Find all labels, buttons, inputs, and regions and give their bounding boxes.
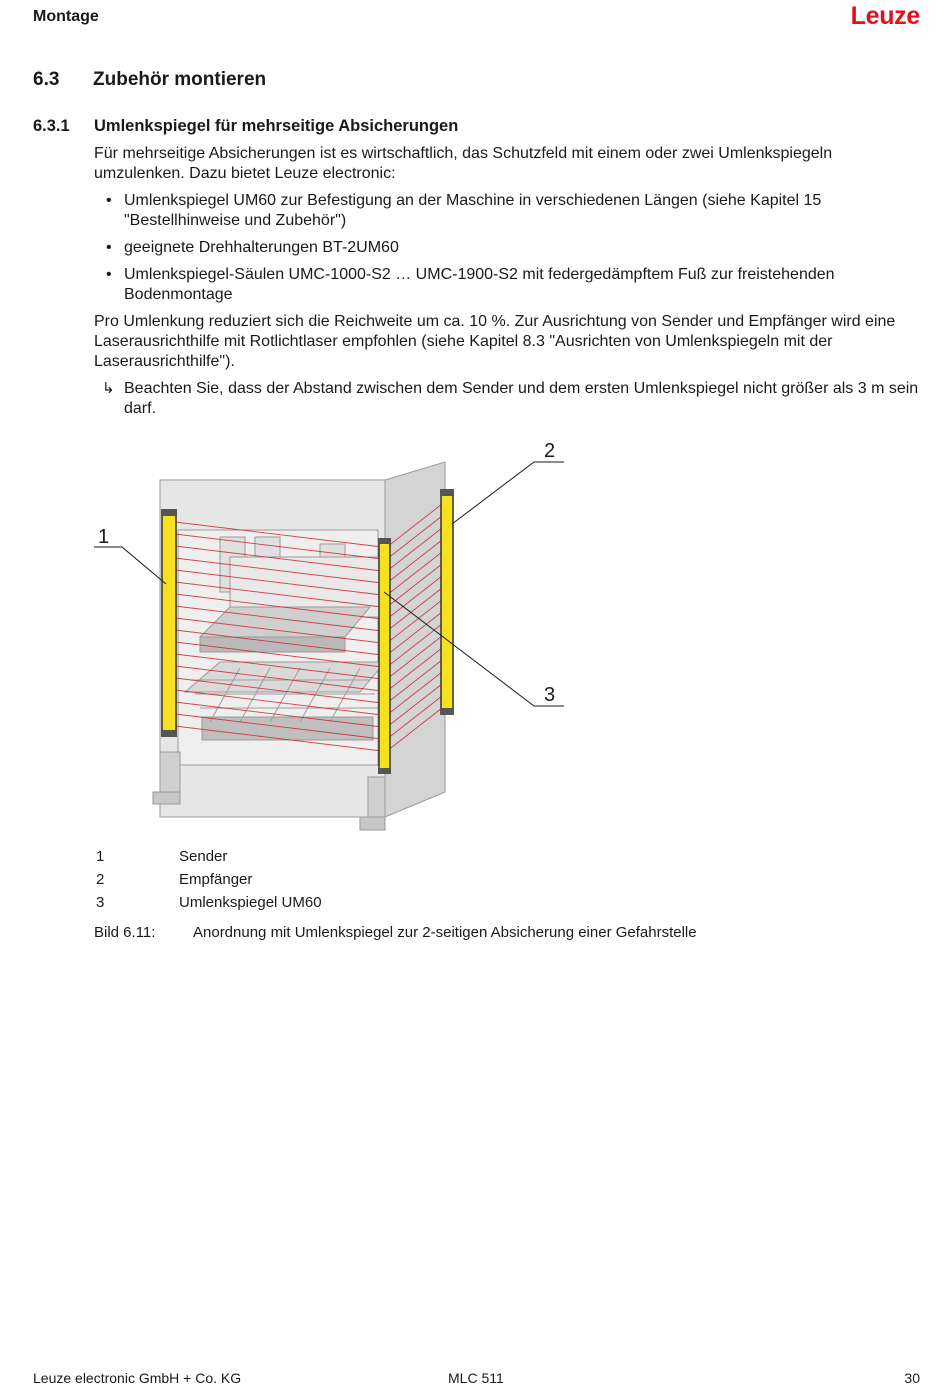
list-item — [96, 845, 322, 868]
deflecting-mirror — [378, 538, 391, 774]
page-number: 30 — [904, 1370, 920, 1386]
figure-legend — [96, 845, 322, 914]
list-item: • Umlenkspiegel-Säulen UMC-1000-S2 … UMC-1900-S2 mit federgedämpftem Fuß zur freistehenden Bodenmontage — [94, 265, 924, 305]
legend-label: Umlenkspiegel UM60 — [179, 894, 322, 911]
callout-1: 1 — [98, 526, 110, 548]
leuze-logo: Leuze — [850, 2, 920, 30]
accessory-list — [94, 191, 924, 305]
callout-2: 2 — [544, 440, 556, 462]
receiver-light-curtain — [440, 489, 454, 715]
list-item — [96, 868, 322, 891]
subsection-title: Umlenkspiegel für mehrseitige Absicherungen — [94, 117, 459, 135]
legend-label: Empfänger — [179, 871, 253, 888]
machine-illustration — [153, 462, 445, 830]
sender-light-curtain — [161, 509, 177, 737]
legend-number: 1 — [96, 848, 105, 865]
list-item: • Umlenkspiegel UM60 zur Befestigung an der Maschine in verschiedenen Längen (siehe Kapitel 15 "Bestellhinweise und Zubehör") — [94, 191, 924, 231]
list-item — [96, 891, 322, 914]
arrow-icon: ↳ — [102, 380, 115, 397]
callout-3: 3 — [544, 684, 556, 706]
action-step — [94, 379, 924, 419]
body-text — [94, 144, 924, 419]
footer-company: Leuze electronic GmbH + Co. KG — [33, 1370, 242, 1386]
subsection-number: 6.3.1 — [33, 117, 70, 135]
footer-product: MLC 511 — [448, 1370, 504, 1386]
range-paragraph: Pro Umlenkung reduziert sich die Reichweite um ca. 10 %. Zur Ausrichtung von Sender und Empfänger wird eine Laserausrichthilfe mit Rotlichtlaser empfohlen (siehe Kapitel 8.3 "Ausrichten von Umlenkspiegeln mit der Laserausrichthilfe"). — [94, 313, 896, 370]
caption-label: Bild 6.11: — [94, 924, 156, 941]
legend-label: Sender — [179, 848, 228, 865]
action-text: Beachten Sie, dass der Abstand zwischen dem Sender und dem ersten Umlenkspiegel nicht größer als 3 m sein darf. — [124, 380, 919, 417]
list-item: • geeignete Drehhalterungen BT-2UM60 — [94, 238, 924, 258]
section-title: Zubehör montieren — [93, 69, 267, 90]
section-heading — [33, 69, 266, 91]
subsection-heading — [33, 117, 458, 136]
figure-caption — [94, 924, 697, 941]
header-section-title: Montage — [33, 8, 99, 25]
intro-paragraph: Für mehrseitige Absicherungen ist es wirtschaftlich, das Schutzfeld mit einem oder zwei Umlenkspiegeln umzulenken. Dazu bietet Leuze electronic: — [94, 145, 833, 182]
legend-number: 3 — [96, 894, 105, 911]
caption-text: Anordnung mit Umlenkspiegel zur 2-seitigen Absicherung einer Gefahrstelle — [193, 924, 697, 941]
section-number: 6.3 — [33, 69, 60, 90]
mirror-arrangement-figure — [90, 432, 570, 842]
legend-number: 2 — [96, 871, 105, 888]
